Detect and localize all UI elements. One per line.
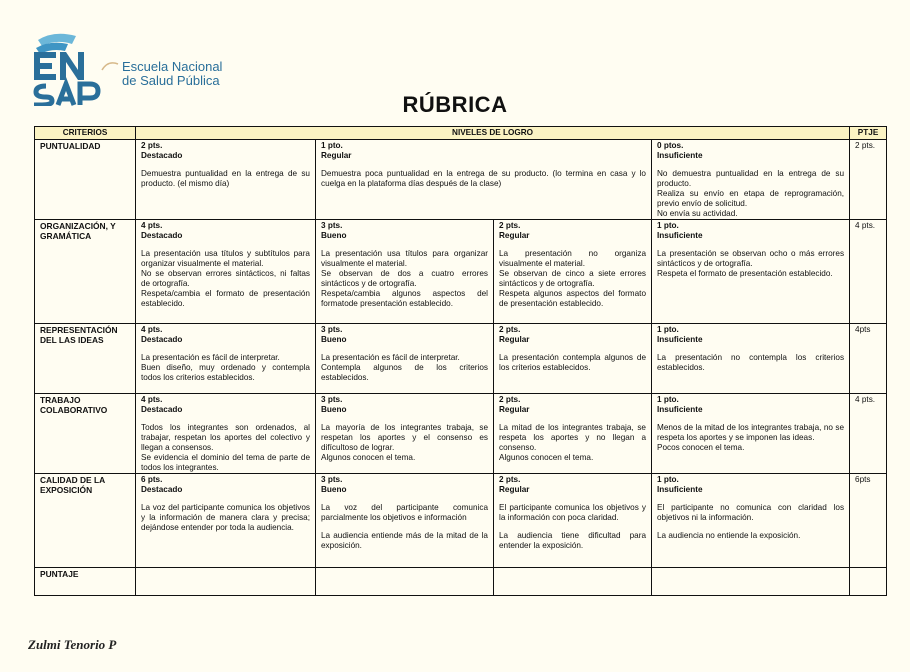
level-cell (494, 324, 652, 394)
level-cell (652, 140, 850, 220)
level-cell (136, 394, 316, 474)
description-line: Todos los integrantes son ordenados, al trabajar, respetan los aportes del colectivo y llegan a consensos. (141, 423, 310, 452)
level-cell (652, 474, 850, 568)
description-line: Algunos conocen el tema. (321, 453, 416, 462)
level-description (657, 423, 844, 453)
level-description (321, 503, 488, 551)
level-name: Destacado (141, 485, 183, 494)
level-name: Regular (321, 151, 352, 160)
description-line: Algunos conocen el tema. (499, 453, 594, 462)
description-line: La audiencia no entiende la exposición. (657, 531, 801, 540)
level-description (499, 353, 646, 373)
empty-score-cell (316, 568, 494, 596)
rubric-body (35, 140, 887, 596)
level-cell (316, 394, 494, 474)
header-criterios: CRITERIOS (35, 127, 136, 140)
level-name: Regular (499, 231, 530, 240)
level-description (657, 353, 844, 373)
level-cell (316, 474, 494, 568)
level-cell (136, 474, 316, 568)
empty-score-cell (850, 568, 887, 596)
description-line: Respeta/cambia el formato de presentación establecido. (141, 289, 310, 308)
description-line: Realiza su envío en etapa de reprogramación, previo envío de solicitud. (657, 189, 845, 208)
level-cell (652, 324, 850, 394)
empty-score-cell (652, 568, 850, 596)
description-line: Demuestra puntualidad en la entrega de su producto. (el mismo día) (141, 169, 310, 188)
level-cell (136, 324, 316, 394)
level-description (141, 503, 310, 533)
description-line: Menos de la mitad de los integrantes trabaja, no se respeta los aportes y se imponen las ideas. (657, 423, 845, 442)
description-line: Respeta algunos aspectos del formato de presentación establecido. (499, 289, 646, 308)
description-line: No envía su actividad. (657, 209, 738, 218)
level-name: Bueno (321, 405, 347, 414)
level-points: 3 pts. (321, 221, 343, 230)
level-cell (494, 220, 652, 324)
description-line: La presentación usa títulos para organizar visualmente el material. (321, 249, 488, 268)
level-description (657, 503, 844, 541)
school-name-line2: de Salud Pública (122, 73, 220, 88)
level-description (141, 249, 310, 309)
header-row (35, 127, 887, 140)
description-line: La voz del participante comunica parcialmente los objetivos e información (321, 503, 488, 522)
description-line: La mayoría de los integrantes trabaja, se respetan los aportes y el consenso es difícultoso de lograr. (321, 423, 488, 452)
description-line: La audiencia entiende más de la mitad de la exposición. (321, 531, 488, 550)
level-name: Destacado (141, 405, 183, 414)
level-points: 1 pto. (657, 475, 679, 484)
level-cell (316, 220, 494, 324)
ptje-cell: 4 pts. (850, 394, 887, 474)
level-points: 3 pts. (321, 395, 343, 404)
empty-score-cell (494, 568, 652, 596)
table-row (35, 140, 887, 220)
school-name (122, 60, 222, 88)
level-points: 4 pts. (141, 325, 163, 334)
rubric-table (34, 126, 887, 596)
description-line: Contempla algunos de los criterios establecidos. (321, 363, 488, 382)
page-title: RÚBRICA (402, 92, 508, 117)
level-description (499, 423, 646, 463)
description-line: La presentación se observan ocho o más errores sintácticos y de ortografía. (657, 249, 845, 268)
level-cell (316, 324, 494, 394)
ptje-cell: 4 pts. (850, 220, 887, 324)
level-points: 6 pts. (141, 475, 163, 484)
level-cell (136, 220, 316, 324)
level-cell (494, 394, 652, 474)
description-line: Se observan de dos a cuatro errores sintácticos y de ortografía. (321, 269, 488, 288)
description-line: Pocos conocen el tema. (657, 443, 745, 452)
criterion-cell: REPRESENTACIÓN DEL LAS IDEAS (35, 324, 136, 394)
level-name: Regular (499, 485, 530, 494)
header-ptje: PTJE (850, 127, 887, 140)
level-name: Destacado (141, 151, 183, 160)
level-name: Bueno (321, 231, 347, 240)
level-points: 1 pto. (321, 141, 343, 150)
description-line: La presentación contempla algunos de los criterios establecidos. (499, 353, 646, 372)
level-description (321, 423, 488, 463)
puntaje-row (35, 568, 887, 596)
ptje-cell: 4pts (850, 324, 887, 394)
level-points: 2 pts. (499, 325, 521, 334)
level-points: 4 pts. (141, 395, 163, 404)
level-description (499, 249, 646, 309)
description-line: La presentación usa títulos y subtítulos para organizar visualmente el material. (141, 249, 310, 268)
level-name: Destacado (141, 335, 183, 344)
level-name: Insuficiente (657, 405, 703, 414)
level-name: Insuficiente (657, 151, 703, 160)
table-row (35, 474, 887, 568)
level-name: Regular (499, 335, 530, 344)
description-line: Demuestra poca puntualidad en la entrega de su producto. (lo termina en casa y lo cuelga en la plataforma días después de la clase) (321, 169, 646, 188)
level-name: Regular (499, 405, 530, 414)
level-name: Insuficiente (657, 231, 703, 240)
level-cell (494, 474, 652, 568)
criterion-cell: CALIDAD DE LA EXPOSICIÓN (35, 474, 136, 568)
level-description (657, 249, 844, 279)
header-niveles: NIVELES DE LOGRO (136, 127, 850, 140)
description-line: La audiencia tiene dificultad para entender la exposición. (499, 531, 646, 550)
level-name: Bueno (321, 335, 347, 344)
level-name: Bueno (321, 485, 347, 494)
level-points: 2 pts. (499, 395, 521, 404)
table-row (35, 394, 887, 474)
description-line: La presentación es fácil de interpretar. (321, 353, 460, 362)
empty-score-cell (136, 568, 316, 596)
description-line: La mitad de los integrantes trabaja, se respeta los aportes y no llegan a consenso. (499, 423, 646, 452)
level-points: 0 ptos. (657, 141, 684, 150)
criterion-cell: ORGANIZACIÓN, Y GRAMÁTICA (35, 220, 136, 324)
author-signature: Zulmi Tenorio P (28, 637, 117, 652)
level-points: 2 pts. (499, 221, 521, 230)
level-points: 2 pts. (141, 141, 163, 150)
level-description (321, 353, 488, 383)
description-line: El participante no comunica con claridad los objetivos ni la información. (657, 503, 845, 522)
level-name: Insuficiente (657, 485, 703, 494)
level-points: 4 pts. (141, 221, 163, 230)
table-row (35, 220, 887, 324)
description-line: No demuestra puntualidad en la entrega de su producto. (657, 169, 845, 188)
description-line: Se evidencia el dominio del tema de parte de todos los integrantes. (141, 453, 310, 472)
level-description (499, 503, 646, 551)
table-row (35, 324, 887, 394)
level-points: 1 pto. (657, 325, 679, 334)
description-line: El participante comunica los objetivos y la información con poca claridad. (499, 503, 646, 522)
level-description (141, 353, 310, 383)
level-points: 1 pto. (657, 395, 679, 404)
level-description (141, 423, 310, 473)
description-line: Respeta el formato de presentación establecido. (657, 269, 833, 278)
level-description (321, 169, 646, 189)
description-line: No se observan errores sintácticos, ni faltas de ortografía. (141, 269, 310, 288)
level-cell (652, 220, 850, 324)
level-name: Insuficiente (657, 335, 703, 344)
criterion-cell: PUNTUALIDAD (35, 140, 136, 220)
description-line: Respeta/cambia algunos aspectos del formatode presentación establecido. (321, 289, 488, 308)
description-line: La voz del participante comunica los objetivos y la información de manera clara y precisa; dejándose entender por toda la audiencia. (141, 503, 310, 532)
description-line: La presentación es fácil de interpretar. (141, 353, 280, 362)
school-name-line1: Escuela Nacional (122, 59, 223, 74)
level-cell (652, 394, 850, 474)
description-line: La presentación no organiza visualmente el material. (499, 249, 646, 268)
puntaje-label: PUNTAJE (35, 568, 136, 596)
description-line: La presentación no contempla los criterios establecidos. (657, 353, 845, 372)
level-description (321, 249, 488, 309)
description-line: Se observan de cinco a siete errores sintácticos y de ortografía. (499, 269, 646, 288)
level-description (657, 169, 844, 219)
level-points: 2 pts. (499, 475, 521, 484)
level-name: Destacado (141, 231, 183, 240)
level-cell (316, 140, 652, 220)
criterion-cell: TRABAJO COLABORATIVO (35, 394, 136, 474)
level-points: 1 pto. (657, 221, 679, 230)
level-points: 3 pts. (321, 475, 343, 484)
description-line: Buen diseño, muy ordenado y contempla todos los criterios establecidos. (141, 363, 310, 382)
level-cell (136, 140, 316, 220)
ptje-cell: 6pts (850, 474, 887, 568)
level-description (141, 169, 310, 189)
ptje-cell: 2 pts. (850, 140, 887, 220)
level-points: 3 pts. (321, 325, 343, 334)
